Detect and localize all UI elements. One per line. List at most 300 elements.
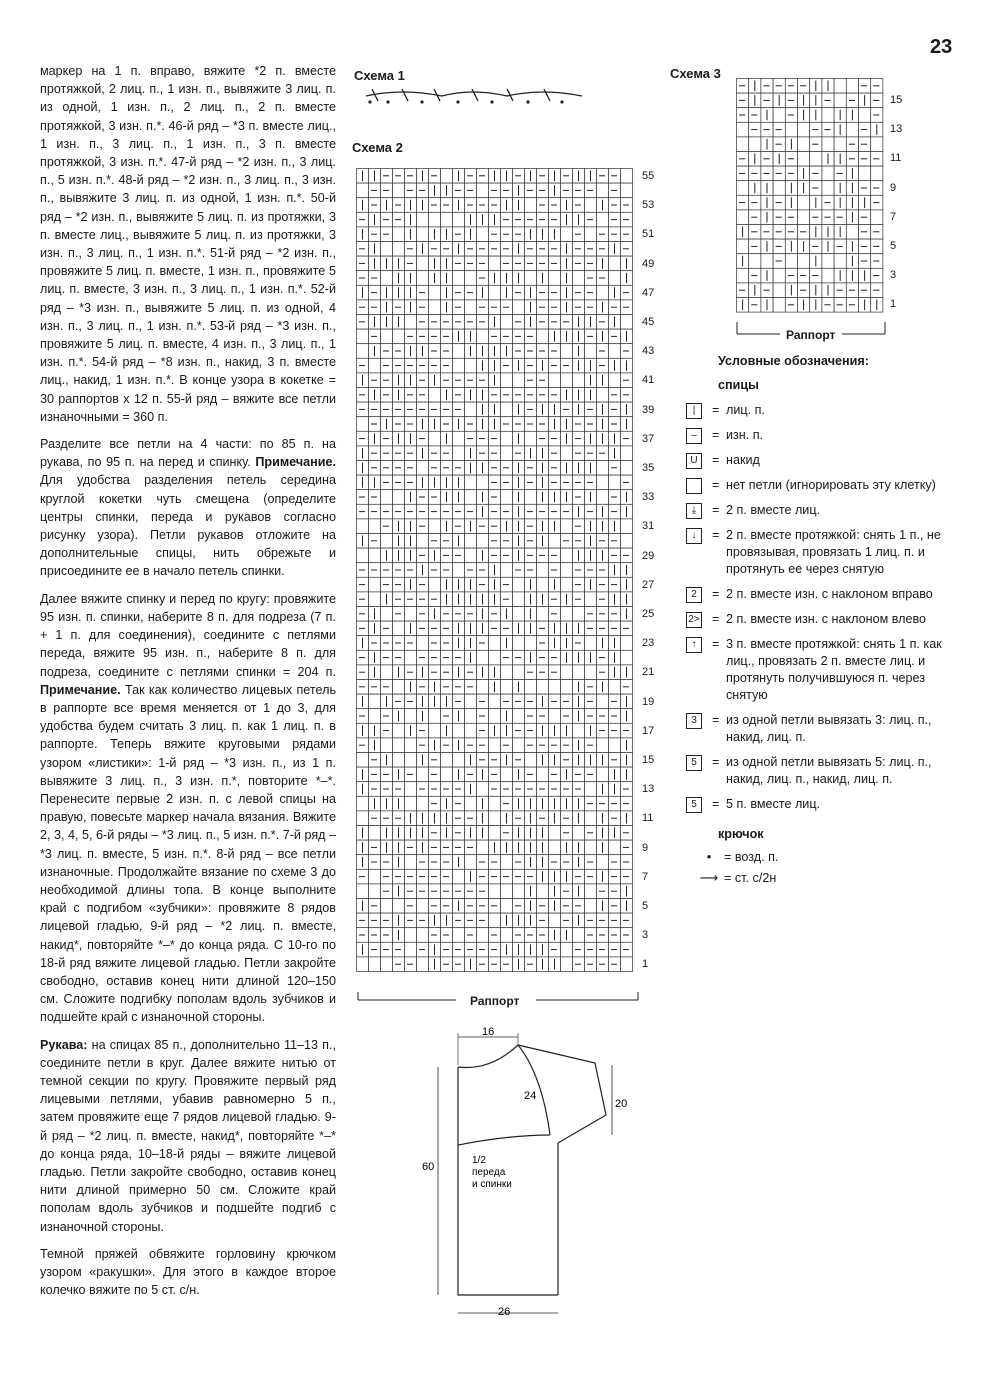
grid-cell — [561, 957, 573, 972]
grid-cell — [561, 680, 573, 695]
grid-cell — [393, 329, 405, 344]
grid-cell — [773, 181, 785, 196]
grid-cell — [501, 928, 513, 943]
grid-cell — [465, 694, 477, 709]
grid-cell — [465, 358, 477, 373]
row-number: 5 — [642, 900, 649, 912]
schema3-label: Схема 3 — [670, 66, 721, 81]
grid-cell — [597, 183, 609, 198]
p2-start: Разделите все петли на 4 части: по 85 п. на рукава, по 95 п. на перед и спинку. — [40, 437, 336, 470]
grid-cell — [573, 373, 585, 388]
schema2-rapport-bracket — [356, 990, 640, 1004]
grid-cell — [453, 563, 465, 578]
grid-cell — [393, 753, 405, 768]
row-number: 27 — [642, 578, 655, 591]
grid-cell — [405, 709, 417, 724]
grid-cell — [465, 548, 477, 563]
grid-cell — [513, 607, 525, 622]
grid-cell — [489, 285, 501, 300]
grid-cell — [369, 548, 381, 563]
legend-text: лиц. п. — [726, 403, 765, 417]
grid-cell — [597, 388, 609, 403]
grid-cell — [417, 461, 429, 476]
grid-cell — [561, 563, 573, 578]
grid-cell — [369, 519, 381, 534]
grid-cell — [609, 475, 621, 490]
grid-cell — [393, 621, 405, 636]
grid-cell — [597, 694, 609, 709]
grid-cell — [381, 899, 393, 914]
grid-cell — [859, 166, 871, 181]
grid-cell — [393, 738, 405, 753]
grid-cell — [501, 315, 513, 330]
grid-cell — [798, 122, 810, 137]
grid-cell — [393, 227, 405, 242]
row-number: 45 — [642, 316, 655, 328]
grid-cell — [525, 431, 537, 446]
row-number: 3 — [642, 929, 649, 942]
grid-cell — [561, 344, 573, 359]
grid-cell — [585, 782, 597, 797]
row-number: 29 — [642, 549, 655, 562]
grid-cell — [405, 782, 417, 797]
legend-equals: = — [712, 612, 720, 626]
grid-cell — [525, 198, 537, 213]
legend-items — [686, 402, 956, 813]
row-number: 55 — [642, 170, 655, 182]
grid-cell — [489, 826, 501, 841]
grid-cell — [489, 709, 501, 724]
schema3-rapport-bracket — [736, 320, 886, 340]
grid-cell — [477, 840, 489, 855]
grid-cell — [609, 738, 621, 753]
grid-cell — [621, 636, 633, 651]
grid-cell — [537, 884, 549, 899]
grid-cell — [513, 738, 525, 753]
grid-cell — [501, 402, 513, 417]
p3-note: Примечание. — [40, 682, 121, 697]
legend-text: 2 п. вместе изн. с наклоном влево — [726, 612, 927, 626]
row-number: 1 — [642, 958, 649, 971]
grid-cell — [477, 227, 489, 242]
hook-legend-item — [694, 870, 956, 886]
legend — [686, 354, 956, 892]
schema3-rapport-label: Раппорт — [786, 328, 836, 342]
row-number: 49 — [642, 257, 655, 270]
grid-cell — [549, 680, 561, 695]
grid-cell — [417, 271, 429, 286]
grid-cell — [871, 210, 883, 225]
grid-cell — [737, 210, 749, 225]
grid-cell — [417, 534, 429, 549]
grid-cell — [477, 183, 489, 198]
grid-cell — [513, 709, 525, 724]
grid-cell — [609, 840, 621, 855]
schema1-label: Схема 1 — [354, 68, 405, 83]
grid-cell — [381, 607, 393, 622]
grid-cell — [573, 928, 585, 943]
grid-cell — [513, 665, 525, 680]
legend-text: 3 п. вместе протяжкой: снять 1 п. как лиц., провязать 2 п. вместе лиц. и протянуть получившуюся п. через снятую — [726, 637, 942, 702]
grid-cell — [429, 577, 441, 592]
grid-cell — [737, 181, 749, 196]
grid-cell — [561, 942, 573, 957]
grid-cell — [871, 166, 883, 181]
grid-cell — [369, 709, 381, 724]
grid-cell — [369, 884, 381, 899]
grid-cell — [537, 563, 549, 578]
grid-cell — [393, 723, 405, 738]
grid-cell — [609, 680, 621, 695]
grid-cell — [597, 475, 609, 490]
grid-cell — [561, 227, 573, 242]
grid-cell — [846, 79, 858, 94]
grid-cell — [621, 169, 633, 184]
grid-cell — [405, 796, 417, 811]
grid-cell — [597, 285, 609, 300]
grid-cell — [834, 137, 846, 152]
p3-start: Далее вяжите спинку и перед по кругу: провяжите 95 изн. п. спинки, наберите 8 п. для подреза (7 п. + 1 п. для соединения), соедините с петлями переда, вяжите 95 изн. п., наберите 8 п. для подреза, соедините с петлями спинки = 204 п. — [40, 591, 336, 679]
legend-hook-items — [686, 849, 956, 886]
grid-cell — [501, 884, 513, 899]
row-number: 19 — [642, 695, 655, 708]
grid-cell — [381, 738, 393, 753]
grid-cell — [453, 753, 465, 768]
grid-cell — [369, 592, 381, 607]
grid-cell — [417, 227, 429, 242]
grid-cell — [561, 446, 573, 461]
legend-symbol-icon: ↑ — [686, 637, 702, 653]
part-label-1: 1/2 — [472, 1155, 486, 1166]
grid-cell — [621, 534, 633, 549]
grid-cell — [609, 373, 621, 388]
row-number: 9 — [642, 841, 649, 854]
row-number: 11 — [890, 152, 902, 165]
grid-cell — [621, 183, 633, 198]
grid-cell — [846, 225, 858, 240]
legend-text: нет петли (игнорировать эту клетку) — [726, 478, 936, 492]
grid-cell — [477, 782, 489, 797]
legend-item — [686, 754, 956, 788]
grid-cell — [597, 490, 609, 505]
legend-symbol-icon: 5 — [686, 755, 702, 771]
grid-cell — [549, 913, 561, 928]
grid-cell — [489, 256, 501, 271]
legend-item — [686, 611, 956, 628]
part-label-2: переда — [472, 1167, 506, 1178]
dim-width-bottom: 26 — [498, 1306, 511, 1318]
part-label-3: и спинки — [472, 1179, 512, 1190]
grid-cell — [798, 152, 810, 167]
grid-cell — [405, 607, 417, 622]
grid-cell — [429, 300, 441, 315]
grid-cell — [773, 298, 785, 313]
grid-cell — [489, 694, 501, 709]
grid-cell — [381, 490, 393, 505]
grid-cell — [585, 665, 597, 680]
legend-hook-heading: крючок — [718, 827, 764, 841]
grid-cell — [597, 461, 609, 476]
row-number: 33 — [642, 491, 655, 504]
grid-cell — [585, 884, 597, 899]
grid-cell — [537, 577, 549, 592]
grid-cell — [405, 942, 417, 957]
grid-cell — [621, 957, 633, 972]
grid-cell — [489, 636, 501, 651]
grid-cell — [465, 490, 477, 505]
grid-cell — [822, 166, 834, 181]
grid-cell — [549, 840, 561, 855]
grid-cell — [357, 417, 369, 432]
grid-cell — [749, 254, 761, 269]
grid-cell — [357, 329, 369, 344]
grid-cell — [453, 212, 465, 227]
grid-cell — [537, 329, 549, 344]
grid-cell — [773, 268, 785, 283]
legend-needles-heading: спицы — [718, 378, 759, 392]
grid-cell — [621, 461, 633, 476]
grid-cell — [737, 239, 749, 254]
grid-cell — [585, 592, 597, 607]
grid-cell — [525, 636, 537, 651]
grid-cell — [453, 446, 465, 461]
row-number: 7 — [642, 870, 649, 883]
legend-equals: = — [712, 755, 720, 769]
grid-cell — [561, 607, 573, 622]
p2-rest: Для удобства разделения петель середина круглой кокетки чуть смещена (определите центры спинки, переда и рукавов согласно рисунку узора). Петли рукавов отложите на дополнительные спицы, нить обрежьте и присоедините ее в начало петель спинки. — [40, 473, 336, 579]
grid-cell — [465, 723, 477, 738]
legend-equals: = — [712, 503, 720, 517]
legend-symbol-icon: ↓ — [686, 528, 702, 544]
grid-cell — [798, 195, 810, 210]
hook-symbol-icon: ⟶ — [699, 870, 719, 885]
grid-cell — [357, 183, 369, 198]
grid-cell — [489, 913, 501, 928]
legend-text: из одной петли вывязать 3: лиц. п., накид, лиц. п. — [726, 713, 932, 744]
grid-cell — [549, 534, 561, 549]
grid-cell — [417, 767, 429, 782]
grid-cell — [573, 607, 585, 622]
grid-cell — [465, 300, 477, 315]
grid-cell — [357, 344, 369, 359]
grid-cell — [477, 928, 489, 943]
grid-cell — [357, 548, 369, 563]
grid-cell — [561, 665, 573, 680]
grid-cell — [585, 811, 597, 826]
row-number: 13 — [642, 783, 655, 796]
grid-cell — [357, 884, 369, 899]
grid-cell — [429, 709, 441, 724]
legend-symbol-icon: 3 — [686, 713, 702, 729]
grid-cell — [798, 137, 810, 152]
grid-cell — [737, 122, 749, 137]
grid-cell — [573, 665, 585, 680]
legend-equals: = — [712, 528, 720, 542]
hook-legend-item — [694, 849, 956, 864]
legend-equals: = — [712, 478, 720, 492]
legend-item — [686, 712, 956, 746]
grid-cell — [381, 957, 393, 972]
legend-equals: = — [712, 428, 720, 442]
grid-cell — [561, 577, 573, 592]
grid-cell — [501, 490, 513, 505]
grid-cell — [381, 665, 393, 680]
row-number: 41 — [642, 374, 655, 387]
grid-cell — [798, 254, 810, 269]
grid-cell — [585, 899, 597, 914]
grid-cell — [537, 607, 549, 622]
grid-cell — [513, 373, 525, 388]
row-number: 53 — [642, 199, 655, 212]
page-number: 23 — [930, 36, 953, 58]
grid-cell — [477, 329, 489, 344]
legend-text: 2 п. вместе протяжкой: снять 1 п., не провязывая, провязать 1 лиц. п. и протянуть ее через снятую — [726, 528, 941, 576]
grid-cell — [597, 855, 609, 870]
grid-cell — [429, 519, 441, 534]
legend-symbol-icon: – — [686, 428, 702, 444]
grid-cell — [537, 767, 549, 782]
row-number: 15 — [642, 754, 655, 766]
grid-cell — [453, 358, 465, 373]
grid-cell — [573, 826, 585, 841]
grid-cell — [357, 811, 369, 826]
legend-equals: = — [712, 587, 720, 601]
grid-cell — [441, 169, 453, 184]
grid-cell — [465, 709, 477, 724]
grid-cell — [501, 899, 513, 914]
grid-cell — [525, 753, 537, 768]
grid-cell — [465, 475, 477, 490]
grid-cell — [737, 268, 749, 283]
grid-cell — [822, 181, 834, 196]
grid-cell — [525, 271, 537, 286]
grid-cell — [609, 344, 621, 359]
legend-text: из одной петли вывязать 5: лиц. п., накид, лиц. п., накид, лиц. п. — [726, 755, 932, 786]
grid-cell — [417, 636, 429, 651]
grid-cell — [621, 519, 633, 534]
grid-cell — [453, 271, 465, 286]
legend-item — [686, 527, 956, 578]
grid-cell — [429, 431, 441, 446]
schema1-chart — [362, 84, 592, 106]
row-number: 13 — [890, 123, 903, 136]
legend-symbol-icon: U — [686, 453, 702, 469]
grid-cell — [441, 212, 453, 227]
grid-cell — [381, 329, 393, 344]
grid-cell — [834, 79, 846, 94]
legend-item — [686, 502, 956, 519]
grid-cell — [417, 899, 429, 914]
hook-symbol-icon: • — [706, 849, 712, 864]
row-number: 35 — [642, 462, 655, 474]
legend-symbol-icon: 2 — [686, 587, 702, 603]
grid-cell — [465, 855, 477, 870]
legend-text: 5 п. вместе лиц. — [726, 797, 821, 811]
grid-cell — [621, 446, 633, 461]
legend-title: Условные обозначения: — [718, 354, 869, 368]
grid-cell — [405, 855, 417, 870]
grid-cell — [585, 636, 597, 651]
grid-cell — [621, 650, 633, 665]
p4-label: Рукава: — [40, 1037, 88, 1052]
legend-text: изн. п. — [726, 428, 764, 442]
grid-cell — [859, 108, 871, 123]
grid-cell — [609, 256, 621, 271]
grid-cell — [525, 680, 537, 695]
grid-cell — [417, 928, 429, 943]
grid-cell — [417, 957, 429, 972]
legend-equals: = — [712, 797, 720, 811]
row-number: 25 — [642, 608, 655, 620]
grid-cell — [453, 869, 465, 884]
legend-symbol-icon: 2> — [686, 612, 702, 628]
grid-cell — [429, 388, 441, 403]
legend-text: 2 п. вместе лиц. — [726, 503, 821, 517]
grid-cell — [393, 680, 405, 695]
grid-cell — [405, 753, 417, 768]
grid-cell — [871, 137, 883, 152]
row-number: 1 — [890, 298, 897, 311]
grid-cell — [513, 577, 525, 592]
grid-cell — [417, 212, 429, 227]
p2-note: Примечание. — [255, 455, 336, 470]
grid-cell — [357, 519, 369, 534]
grid-cell — [429, 212, 441, 227]
grid-cell — [585, 198, 597, 213]
grid-cell — [501, 665, 513, 680]
legend-equals: = — [712, 713, 720, 727]
grid-cell — [441, 753, 453, 768]
grid-cell — [834, 93, 846, 108]
row-number: 23 — [642, 637, 655, 650]
grid-cell — [501, 446, 513, 461]
row-number: 21 — [642, 666, 655, 679]
grid-cell — [513, 884, 525, 899]
grid-cell — [489, 796, 501, 811]
grid-cell — [393, 183, 405, 198]
grid-cell — [501, 373, 513, 388]
grid-cell — [810, 152, 822, 167]
grid-cell — [573, 271, 585, 286]
hook-legend-text: = ст. с/2н — [724, 871, 777, 885]
grid-cell — [369, 358, 381, 373]
grid-cell — [489, 738, 501, 753]
schema2-label: Схема 2 — [352, 140, 403, 155]
grid-cell — [501, 680, 513, 695]
grid-cell — [405, 928, 417, 943]
paragraph-2 — [40, 435, 336, 581]
grid-cell — [621, 315, 633, 330]
grid-cell — [549, 271, 561, 286]
row-number: 9 — [890, 181, 897, 194]
grid-cell — [749, 137, 761, 152]
row-number: 47 — [642, 286, 655, 299]
legend-symbol-icon — [686, 478, 702, 494]
grid-cell — [501, 767, 513, 782]
schema3-grid — [736, 78, 886, 318]
grid-cell — [465, 402, 477, 417]
grid-cell — [357, 753, 369, 768]
row-number: 51 — [642, 228, 655, 241]
grid-cell — [822, 108, 834, 123]
grid-cell — [822, 268, 834, 283]
legend-text: 2 п. вместе изн. с наклоном вправо — [726, 587, 933, 601]
legend-symbol-icon: ⤓ — [686, 503, 702, 519]
grid-cell — [477, 650, 489, 665]
grid-cell — [537, 680, 549, 695]
legend-item — [686, 636, 956, 704]
grid-cell — [477, 680, 489, 695]
